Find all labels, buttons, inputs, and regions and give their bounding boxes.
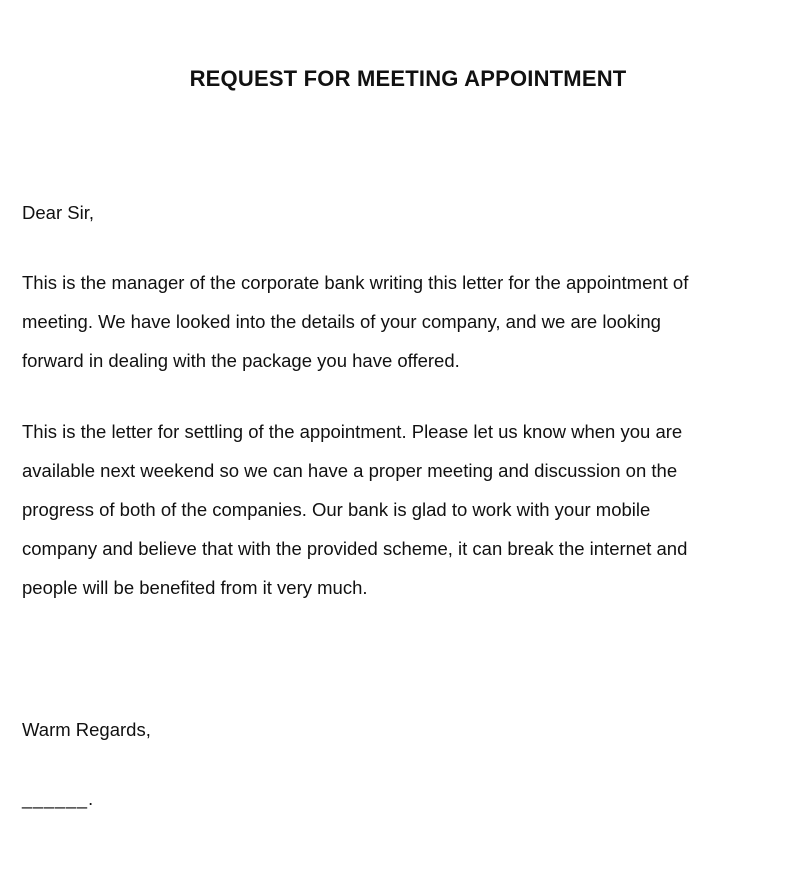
paragraph-line: This is the letter for settling of the appointment. Please let us know when you are	[22, 421, 683, 442]
paragraph-line: available next weekend so we can have a proper meeting and discussion on the	[22, 460, 678, 481]
paragraph-line: forward in dealing with the package you have offered.	[22, 350, 460, 371]
paragraph-line: progress of both of the companies. Our bank is glad to work with your mobile	[22, 499, 651, 520]
closing: Warm Regards,	[22, 719, 151, 740]
paragraph-line: meeting. We have looked into the details of your company, and we are looking	[22, 311, 661, 332]
letter-title: REQUEST FOR MEETING APPOINTMENT	[189, 66, 627, 91]
signature-line: ______.	[22, 789, 95, 809]
paragraph-line: company and believe that with the provided scheme, it can break the internet and	[22, 538, 688, 559]
paragraph-1	[22, 263, 792, 380]
paragraph-2	[22, 412, 792, 607]
paragraph-line: people will be benefited from it very much.	[22, 577, 368, 598]
paragraph-line: This is the manager of the corporate bank writing this letter for the appointment of	[22, 272, 689, 293]
salutation: Dear Sir,	[22, 202, 94, 223]
